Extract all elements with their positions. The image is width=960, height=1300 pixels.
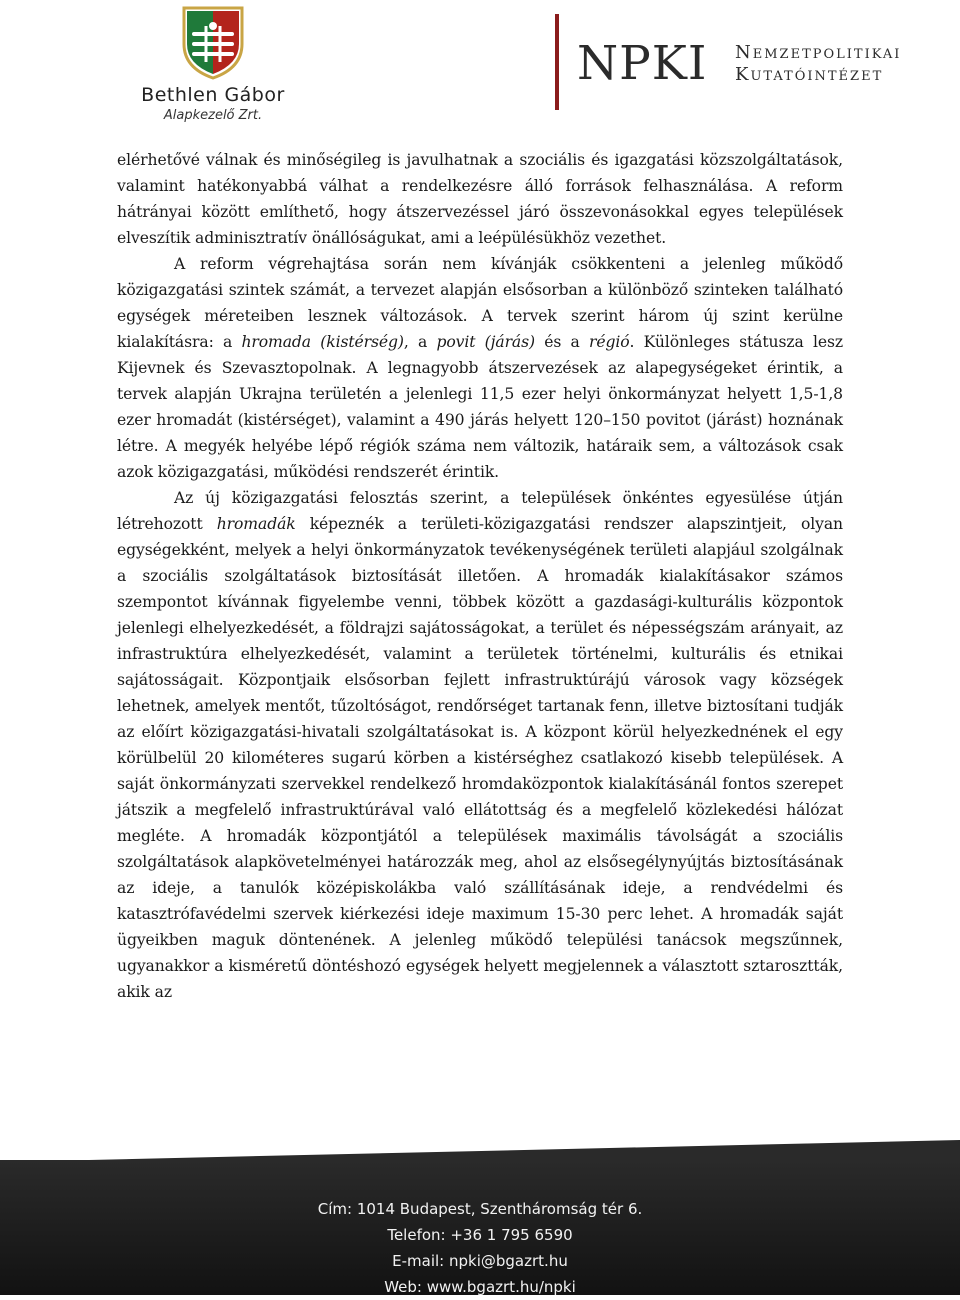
paragraph-2-text-a: A reform végrehajtása során nem kívánják csökkenteni a jelenleg működő közigazgatási szintek számát, a tervezet alapján elsősorban a különböző szinteken található egységek méreteiben lesznek változások. A tervek szerint három új szint kerülne kialakításra: a <box>117 255 843 351</box>
npki-name-line-2: Kutatóintézet <box>735 64 884 85</box>
npki-abbreviation: NPKI <box>577 36 708 91</box>
paragraph-2 <box>117 251 843 485</box>
footer-address: Cím: 1014 Budapest, Szentháromság tér 6. <box>317 1200 643 1218</box>
footer-web[interactable]: Web: www.bgazrt.hu/npki <box>384 1278 576 1296</box>
bethlen-gabor-subtitle: Alapkezelő Zrt. <box>163 108 263 123</box>
bethlen-gabor-crest-icon <box>180 4 246 80</box>
paragraph-2-text-b: , a <box>403 333 437 351</box>
term-povit: povit (járás) <box>436 333 536 351</box>
paragraph-3 <box>117 485 843 1005</box>
page-header <box>0 0 960 135</box>
document-body <box>117 147 843 1005</box>
paragraph-3-text-a: Az új közigazgatási felosztás szerint, a települések önkéntes egyesülése útján létrehozott <box>117 489 843 533</box>
bethlen-gabor-logo <box>135 4 291 128</box>
term-hromada: hromada (kistérség) <box>241 333 404 351</box>
paragraph-1: elérhetővé válnak és minőségileg is javulhatnak a szociális és igazgatási közszolgáltatások, valamint hatékonyabbá válhat a rendelkezésre álló források felhasználása. A reform hátrányai között említhető, hogy átszervezéssel járó összevonásokkal egyes települések elveszítik adminisztratív önállóságukat, ami a leépülésükhöz vezethet. <box>117 151 843 247</box>
bethlen-gabor-name: Bethlen Gábor <box>141 84 285 106</box>
term-hromadak: hromadák <box>216 515 296 533</box>
npki-full-name <box>735 42 915 86</box>
term-regio: régió <box>589 333 630 351</box>
paragraph-3-text-b: képeznék a területi-közigazgatási rendszer alapszintjeit, olyan egységekként, melyek a helyi önkormányzatok tevékenységének területi alapjául szolgálnak a szociális szolgáltatások biztosítását illetően. A hromadák kialakításakor számos szempontot kívánnak figyelembe venni, többek között a gazdasági-kulturális központok jelenlegi elhelyezkedését, a földrajzi sajátosságokat, a terület és népességszám arányait, az infrastruktúra elhelyezkedését, valamint a területek történelmi, kulturális és etnikai sajátosságait. Központjaik elsősorban fejlett infrastruktúrájú városok vagy községek lehetnek, amelyek mentőt, tűzoltóságot, rendőrséget tartanak fenn, illetve biztosítani tudják az előírt közigazgatási-hivatali szolgáltatásokat is. A központ körül helyezkednének el egy körülbelül 20 kilométeres sugarú körben a kistérséghez csatlakozó kisebb települések. A saját önkormányzati szervekkel rendelkező hromdaközpontok kialakításánál fontos szerepet játszik a megfelelő infrastruktúrával való ellátottság és a megfelelő közlekedési hálózat megléte. A hromadák központjától a települések maximális távolságát a szociális szolgáltatások alapkövetelményei határozzák meg, ahol az elsősegélynyújtás biztosításának az ideje, a tanulók középiskolákba való szállításának ideje, a rendvédelmi és katasztrófavédelmi szervek kiérkezési ideje maximum 15-30 perc lehet. A hromadák saját ügyeikben maguk döntenének. A jelenleg működő települési tanácsok megszűnnek, ugyanakkor a kisméretű döntéshozó egységek helyett megjelennek a választott sztarosztták, akik az <box>117 515 843 1001</box>
npki-logo-bar <box>555 14 559 110</box>
footer-phone: Telefon: +36 1 795 6590 <box>387 1226 573 1244</box>
npki-name-line-1: Nemzetpolitikai <box>735 42 902 63</box>
footer-email[interactable]: E-mail: npki@bgazrt.hu <box>392 1252 568 1270</box>
paragraph-2-text-d: . Különleges státusza lesz Kijevnek és Szevasztopolnak. A legnagyobb átszervezések az alapegységeket érintik, a tervek alapján Ukrajna területén a jelenlegi 11,5 ezer helyi önkormányzat helyett 1,5-1,8 ezer hromadát (kistérséget), valamint a 490 járás helyett 120–150 povitot (járást) hoznának létre. A megyék helyébe lépő régiók száma nem változik, határaik sem, a változások csak azok közigazgatási, működési rendszerét érintik. <box>117 333 843 481</box>
paragraph-2-text-c: és a <box>535 333 589 351</box>
npki-logo <box>555 14 915 114</box>
footer-contact <box>0 1196 960 1300</box>
footer-slant <box>0 1140 960 1162</box>
